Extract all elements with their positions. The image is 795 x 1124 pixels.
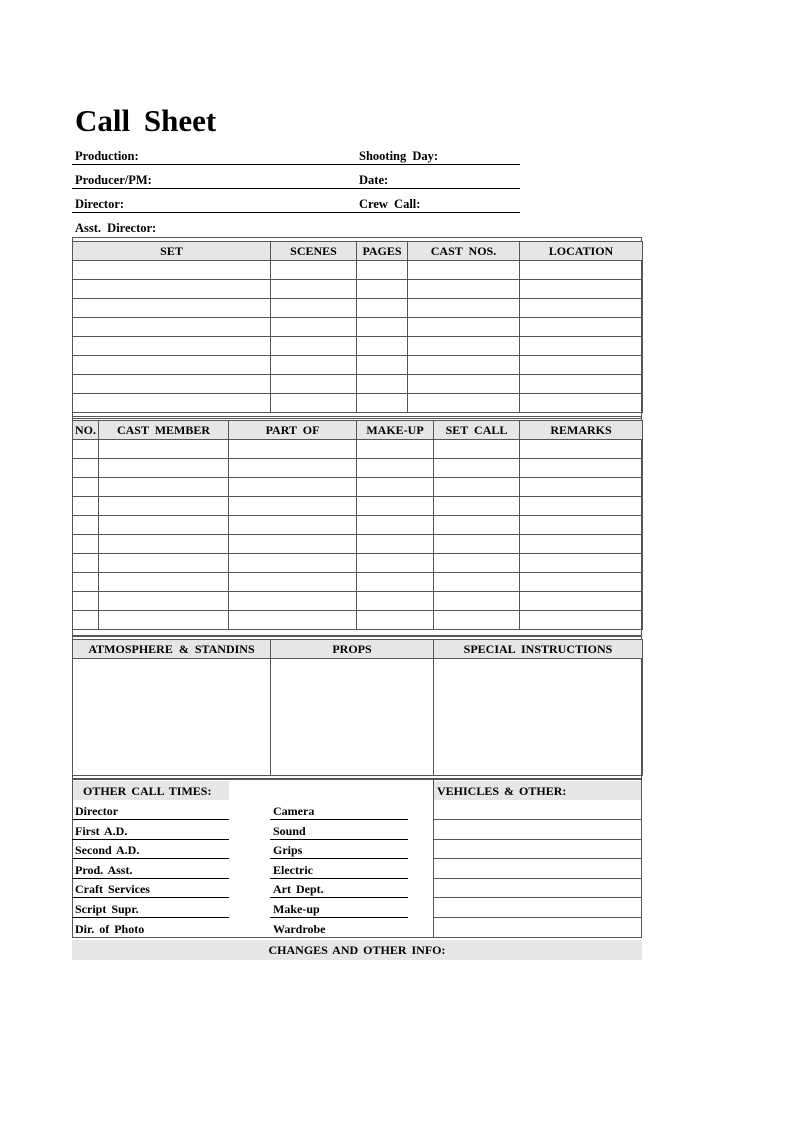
- call-time-label: Dir. of Photo: [75, 921, 145, 936]
- table-cell[interactable]: [229, 573, 357, 592]
- table-cell[interactable]: [73, 554, 99, 573]
- table-cell[interactable]: [520, 440, 643, 459]
- table-cell[interactable]: [229, 478, 357, 497]
- table-cell[interactable]: [520, 394, 643, 413]
- table-cell[interactable]: [520, 478, 643, 497]
- call-time-label: Second A.D.: [75, 843, 140, 858]
- table-cell[interactable]: [271, 356, 357, 375]
- col-set: SET: [73, 242, 271, 261]
- producer-field-line[interactable]: [72, 188, 520, 189]
- special-instructions-cell[interactable]: [434, 659, 643, 776]
- vehicle-row-line[interactable]: [433, 819, 642, 820]
- call-time-label: Art Dept.: [273, 882, 324, 897]
- table-cell[interactable]: [99, 535, 229, 554]
- table-cell[interactable]: [357, 554, 434, 573]
- table-cell[interactable]: [271, 280, 357, 299]
- vehicle-row-line[interactable]: [433, 839, 642, 840]
- table-row: [73, 554, 643, 573]
- table-row: [73, 478, 643, 497]
- col-remarks: REMARKS: [520, 421, 643, 440]
- table-row: [73, 440, 643, 459]
- table-cell[interactable]: [229, 592, 357, 611]
- table-cell[interactable]: [434, 535, 520, 554]
- call-time-label: Script Supr.: [75, 902, 139, 916]
- call-time-label: Prod. Asst.: [75, 862, 133, 877]
- table-cell[interactable]: [408, 337, 520, 356]
- table-cell[interactable]: [357, 394, 408, 413]
- table-cell[interactable]: [99, 497, 229, 516]
- table-cell[interactable]: [73, 535, 99, 554]
- table-cell[interactable]: [434, 592, 520, 611]
- table-row: [73, 459, 643, 478]
- notes-table: [72, 639, 643, 776]
- col-scenes: SCENES: [271, 242, 357, 261]
- call-time-field-line[interactable]: [270, 839, 408, 840]
- col-make-up: MAKE-UP: [357, 421, 434, 440]
- table-cell[interactable]: [520, 573, 643, 592]
- table-cell[interactable]: [434, 440, 520, 459]
- table-cell[interactable]: [271, 375, 357, 394]
- table-cell[interactable]: [73, 299, 271, 318]
- col-set-call: SET CALL: [434, 421, 520, 440]
- table-cell[interactable]: [229, 554, 357, 573]
- table-cell[interactable]: [408, 318, 520, 337]
- table-cell[interactable]: [73, 394, 271, 413]
- table-cell[interactable]: [357, 337, 408, 356]
- table-cell[interactable]: [520, 554, 643, 573]
- table-cell[interactable]: [357, 375, 408, 394]
- col-pages: PAGES: [357, 242, 408, 261]
- table-row: [73, 356, 643, 375]
- table-row: [73, 573, 643, 592]
- col-location: LOCATION: [520, 242, 643, 261]
- vehicle-row-line[interactable]: [433, 917, 642, 918]
- call-time-field-line[interactable]: [270, 878, 408, 879]
- call-time-field-line[interactable]: [72, 819, 229, 820]
- call-time-field-line[interactable]: [72, 858, 229, 859]
- table-cell[interactable]: [229, 497, 357, 516]
- director-label: Director:: [75, 197, 125, 211]
- table-cell[interactable]: [73, 478, 99, 497]
- call-time-field-line[interactable]: [270, 858, 408, 859]
- table-cell[interactable]: [73, 375, 271, 394]
- table-cell[interactable]: [357, 318, 408, 337]
- table-cell[interactable]: [520, 592, 643, 611]
- col-props: PROPS: [271, 640, 434, 659]
- table-cell[interactable]: [520, 611, 643, 630]
- table-cell[interactable]: [434, 573, 520, 592]
- table-cell[interactable]: [520, 299, 643, 318]
- table-row: [73, 280, 643, 299]
- table-cell[interactable]: [434, 554, 520, 573]
- table-cell[interactable]: [99, 611, 229, 630]
- col-special-instructions: SPECIAL INSTRUCTIONS: [434, 640, 643, 659]
- table-cell[interactable]: [99, 554, 229, 573]
- col-part-of: PART OF: [229, 421, 357, 440]
- table-cell[interactable]: [357, 261, 408, 280]
- table-cell[interactable]: [99, 478, 229, 497]
- asst-director-label: Asst. Director:: [75, 221, 157, 235]
- table-cell[interactable]: [73, 497, 99, 516]
- table-row: [73, 261, 643, 280]
- call-time-field-line[interactable]: [72, 917, 229, 918]
- crew-call-label: Crew Call:: [359, 197, 421, 211]
- table-row: [73, 516, 643, 535]
- table-row: [73, 497, 643, 516]
- table-cell[interactable]: [271, 318, 357, 337]
- table-cell[interactable]: [271, 299, 357, 318]
- table-cell[interactable]: [73, 592, 99, 611]
- table-cell[interactable]: [520, 459, 643, 478]
- col-cast-member: CAST MEMBER: [99, 421, 229, 440]
- table-cell[interactable]: [408, 280, 520, 299]
- props-cell[interactable]: [271, 659, 434, 776]
- table-cell[interactable]: [357, 478, 434, 497]
- call-time-label: Craft Services: [75, 882, 150, 897]
- vehicle-row-line[interactable]: [433, 858, 642, 859]
- table-cell[interactable]: [229, 611, 357, 630]
- table-cell[interactable]: [520, 535, 643, 554]
- table-cell[interactable]: [229, 535, 357, 554]
- table-cell[interactable]: [73, 318, 271, 337]
- table-cell[interactable]: [73, 280, 271, 299]
- shooting-day-label: Shooting Day:: [359, 149, 439, 163]
- table-cell[interactable]: [434, 516, 520, 535]
- table-cell[interactable]: [408, 356, 520, 375]
- director-field-line[interactable]: [72, 212, 520, 213]
- call-time-label: Grips: [273, 843, 303, 858]
- table-cell[interactable]: [357, 573, 434, 592]
- table-cell[interactable]: [73, 459, 99, 478]
- table-cell[interactable]: [229, 459, 357, 478]
- call-time-label: Wardrobe: [273, 921, 326, 936]
- table-cell[interactable]: [520, 280, 643, 299]
- vehicle-row-line[interactable]: [433, 897, 642, 898]
- table-cell[interactable]: [99, 440, 229, 459]
- table-row: [73, 299, 643, 318]
- table-cell[interactable]: [271, 261, 357, 280]
- set-table: [72, 241, 643, 413]
- table-cell[interactable]: [73, 516, 99, 535]
- table-cell[interactable]: [408, 394, 520, 413]
- call-time-field-line[interactable]: [270, 819, 408, 820]
- other-call-times-heading: OTHER CALL TIMES:: [83, 784, 212, 798]
- table-row: [73, 394, 643, 413]
- table-cell[interactable]: [73, 337, 271, 356]
- vehicle-row-line[interactable]: [433, 878, 642, 879]
- table-cell[interactable]: [357, 611, 434, 630]
- table-cell[interactable]: [357, 516, 434, 535]
- production-field-line[interactable]: [72, 164, 520, 165]
- call-time-label: Electric: [273, 862, 313, 877]
- table-cell[interactable]: [229, 440, 357, 459]
- changes-heading: CHANGES AND OTHER INFO:: [268, 943, 446, 957]
- call-time-field-line[interactable]: [72, 897, 229, 898]
- table-row: [73, 375, 643, 394]
- production-label: Production:: [75, 149, 139, 163]
- call-time-label: First A.D.: [75, 823, 128, 838]
- table-cell[interactable]: [73, 261, 271, 280]
- table-cell[interactable]: [357, 356, 408, 375]
- table-cell[interactable]: [357, 497, 434, 516]
- atmosphere-cell[interactable]: [73, 659, 271, 776]
- call-time-label: Camera: [273, 804, 315, 818]
- table-cell[interactable]: [520, 356, 643, 375]
- table-cell[interactable]: [520, 497, 643, 516]
- table-cell[interactable]: [520, 375, 643, 394]
- table-cell[interactable]: [434, 497, 520, 516]
- table-cell[interactable]: [357, 440, 434, 459]
- table-row: [73, 535, 643, 554]
- table-cell[interactable]: [520, 318, 643, 337]
- table-cell[interactable]: [357, 459, 434, 478]
- date-label: Date:: [359, 173, 389, 187]
- table-cell[interactable]: [408, 261, 520, 280]
- table-cell[interactable]: [408, 299, 520, 318]
- table-cell[interactable]: [271, 394, 357, 413]
- table-row: [73, 611, 643, 630]
- table-cell[interactable]: [357, 280, 408, 299]
- table-cell[interactable]: [73, 356, 271, 375]
- table-cell[interactable]: [520, 516, 643, 535]
- cast-table: [72, 420, 643, 630]
- call-time-field-line[interactable]: [72, 878, 229, 879]
- table-cell[interactable]: [73, 440, 99, 459]
- table-cell[interactable]: [229, 516, 357, 535]
- call-time-field-line[interactable]: [270, 897, 408, 898]
- table-cell[interactable]: [520, 261, 643, 280]
- call-time-label: Sound: [273, 823, 306, 838]
- table-cell[interactable]: [99, 573, 229, 592]
- call-time-label: Make-up: [273, 902, 320, 916]
- col-no: NO.: [73, 421, 99, 440]
- page-title: Call Sheet: [75, 103, 217, 138]
- col-cast-nos: CAST NOS.: [408, 242, 520, 261]
- table-cell[interactable]: [73, 573, 99, 592]
- table-cell[interactable]: [520, 337, 643, 356]
- call-time-field-line[interactable]: [72, 839, 229, 840]
- producer-label: Producer/PM:: [75, 173, 152, 187]
- table-cell[interactable]: [99, 516, 229, 535]
- table-cell[interactable]: [271, 337, 357, 356]
- table-cell[interactable]: [434, 459, 520, 478]
- table-cell[interactable]: [434, 478, 520, 497]
- table-cell[interactable]: [434, 611, 520, 630]
- table-row: [73, 318, 643, 337]
- call-time-field-line[interactable]: [270, 917, 408, 918]
- table-cell[interactable]: [357, 535, 434, 554]
- table-row: [73, 337, 643, 356]
- table-cell[interactable]: [99, 592, 229, 611]
- table-cell[interactable]: [357, 299, 408, 318]
- call-time-label: Director: [75, 804, 119, 818]
- vehicles-heading: VEHICLES & OTHER:: [437, 784, 567, 798]
- table-cell[interactable]: [73, 611, 99, 630]
- table-cell[interactable]: [408, 375, 520, 394]
- table-row: [73, 592, 643, 611]
- col-atmosphere: ATMOSPHERE & STANDINS: [73, 640, 271, 659]
- table-cell[interactable]: [357, 592, 434, 611]
- table-cell[interactable]: [99, 459, 229, 478]
